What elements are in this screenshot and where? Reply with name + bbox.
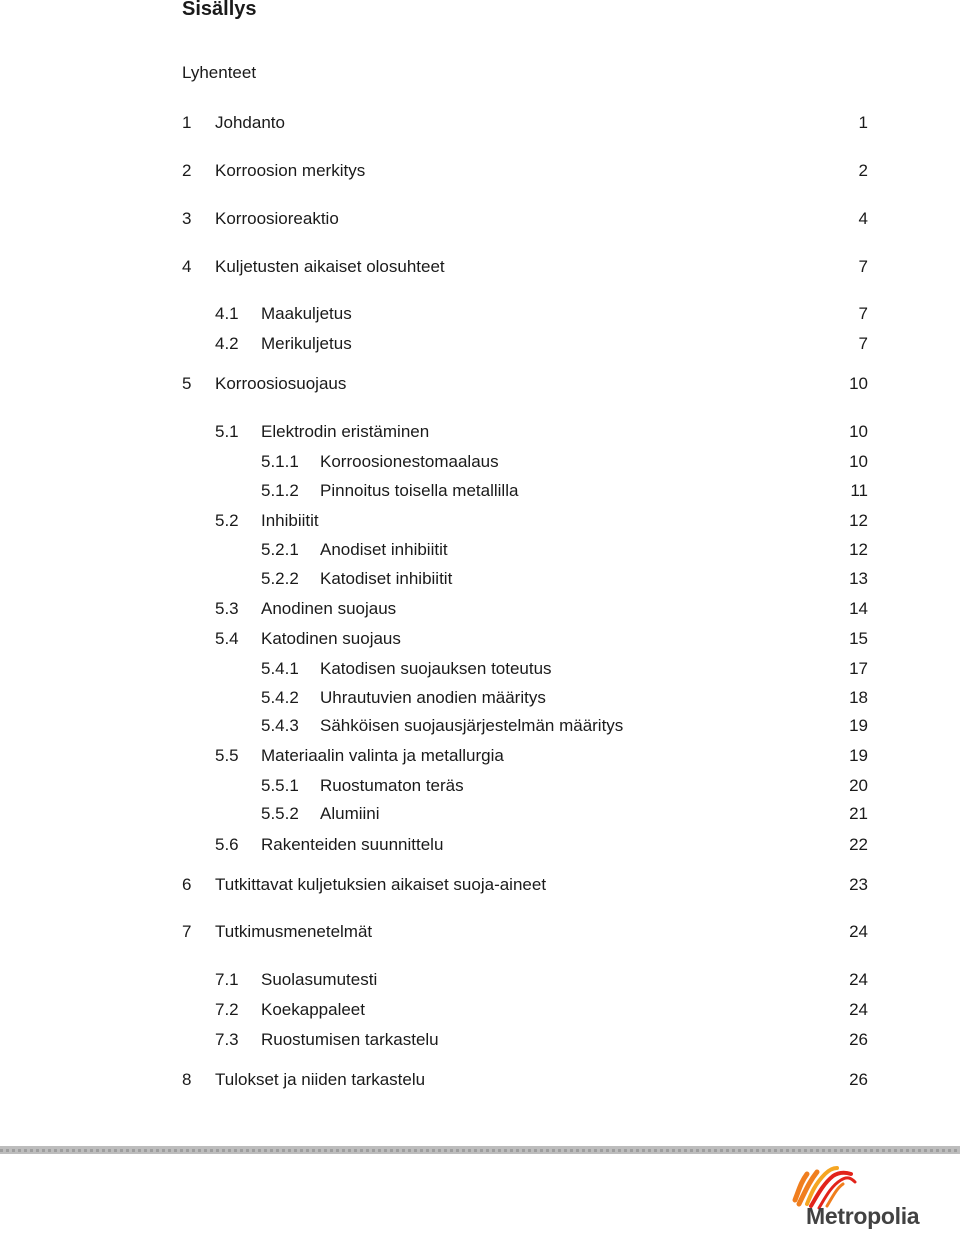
toc-entry[interactable]: [0, 745, 960, 767]
toc-entry[interactable]: [0, 969, 960, 991]
toc-entry-page: 23: [849, 875, 868, 894]
toc-entry-label: Korroosionestomaalaus: [320, 452, 499, 471]
toc-entry-label: Tutkimusmenetelmät: [215, 922, 373, 941]
toc-entry[interactable]: [0, 999, 960, 1021]
toc-entry-label: Korroosiosuojaus: [215, 374, 347, 393]
toc-entry-number: 5.6: [215, 835, 239, 854]
toc-entry[interactable]: [0, 598, 960, 620]
toc-entry-label: Suolasumutesti: [261, 970, 378, 989]
toc-entry-label: Sähköisen suojausjärjestelmän määritys: [320, 716, 624, 735]
toc-entry-page: 19: [849, 746, 868, 765]
toc-entry[interactable]: [0, 658, 960, 680]
toc-entry-label: Johdanto: [215, 113, 285, 132]
toc-entry-label: Alumiini: [320, 804, 380, 823]
toc-entry-label: Katodiset inhibiitit: [320, 569, 453, 588]
toc-entry-label: Merikuljetus: [261, 334, 352, 353]
toc-entry-label: Ruostumisen tarkastelu: [261, 1030, 439, 1049]
toc-entry-page: 12: [849, 540, 868, 559]
toc-entry-label: Koekappaleet: [261, 1000, 365, 1019]
toc-entry[interactable]: [0, 303, 960, 325]
logo-text: Metropolia: [806, 1203, 920, 1229]
toc-entry[interactable]: [0, 256, 960, 278]
toc-entry-page: 10: [849, 452, 868, 471]
toc-entry-page: 7: [858, 334, 868, 353]
toc-entry-page: 24: [849, 922, 868, 941]
page-title: Sisällys: [182, 0, 257, 20]
toc-entry-number: 5.1: [215, 422, 239, 441]
toc-entry-label: Tulokset ja niiden tarkastelu: [215, 1070, 426, 1089]
toc-entry[interactable]: [0, 160, 960, 182]
toc-entry-label: Katodisen suojauksen toteutus: [320, 659, 552, 678]
toc-entry[interactable]: [0, 687, 960, 709]
toc-entry[interactable]: [0, 333, 960, 355]
toc-entry-number: 5.2: [215, 511, 239, 530]
toc-entry-number: 7: [182, 922, 192, 941]
toc-entry-number: 5: [182, 374, 192, 393]
toc-entry-number: 5.2.2: [261, 569, 299, 588]
toc-entry-page: 14: [849, 599, 868, 618]
toc-entry[interactable]: [0, 834, 960, 856]
toc-entry-number: 5.4.3: [261, 716, 299, 735]
toc-entry-number: 5.1.2: [261, 481, 299, 500]
toc-entry[interactable]: [0, 775, 960, 797]
toc-entry-label: Katodinen suojaus: [261, 629, 401, 648]
toc-entry-number: 5.1.1: [261, 452, 299, 471]
toc-entry-page: 22: [849, 835, 868, 854]
toc-entry-number: 5.2.1: [261, 540, 299, 559]
toc-entry-page: 21: [849, 804, 868, 823]
toc-entry-number: 5.3: [215, 599, 239, 618]
toc-entry-number: 5.5: [215, 746, 239, 765]
toc-entry-page: 10: [849, 374, 868, 393]
toc-entry[interactable]: [0, 112, 960, 134]
toc-entry-number: 7.2: [215, 1000, 239, 1019]
toc-entry-label: Lyhenteet: [182, 63, 257, 82]
toc-entry[interactable]: [0, 1069, 960, 1091]
toc-entry-label: Uhrautuvien anodien määritys: [320, 688, 546, 707]
toc-entry-number: 5.4.2: [261, 688, 299, 707]
toc-entry-number: 5.5.1: [261, 776, 299, 795]
toc-entry[interactable]: [0, 62, 960, 84]
toc-entry[interactable]: [0, 628, 960, 650]
toc-entry-page: 4: [858, 209, 868, 228]
toc-entry[interactable]: [0, 874, 960, 896]
toc-entry-page: 19: [849, 716, 868, 735]
toc-entry-label: Korroosion merkitys: [215, 161, 366, 180]
toc-entry-label: Korroosioreaktio: [215, 209, 339, 228]
toc-entry-page: 2: [858, 161, 868, 180]
toc-entry-page: 20: [849, 776, 868, 795]
toc-entry-page: 24: [849, 970, 868, 989]
toc-entry-label: Pinnoitus toisella metallilla: [320, 481, 519, 500]
toc-entry-page: 10: [849, 422, 868, 441]
footer-band: [0, 1146, 960, 1158]
toc-entry[interactable]: [0, 1029, 960, 1051]
toc-entry[interactable]: [0, 921, 960, 943]
toc-entry[interactable]: [0, 715, 960, 737]
toc-entry-number: 4.2: [215, 334, 239, 353]
toc-entry-page: 1: [858, 113, 868, 132]
toc-entry-number: 2: [182, 161, 192, 180]
toc-entry-number: 5.4: [215, 629, 239, 648]
toc-entry[interactable]: [0, 451, 960, 473]
toc-entry-page: 26: [849, 1030, 868, 1049]
toc-entry-page: 15: [849, 629, 868, 648]
toc-entry-number: 5.5.2: [261, 804, 299, 823]
toc-entry-label: Anodinen suojaus: [261, 599, 397, 618]
toc-entry-number: 4: [182, 257, 192, 276]
toc-entry-label: Tutkittavat kuljetuksien aikaiset suoja-aineet: [215, 875, 547, 894]
toc-entry-page: 17: [849, 659, 868, 678]
toc-entry-number: 5.4.1: [261, 659, 299, 678]
toc-entry[interactable]: [0, 510, 960, 532]
toc-entry[interactable]: [0, 373, 960, 395]
toc-entry-page: 13: [849, 569, 868, 588]
toc-entry-page: 12: [849, 511, 868, 530]
toc-entry[interactable]: [0, 480, 960, 502]
toc-entry-number: 7.3: [215, 1030, 239, 1049]
toc-entry-page: 18: [849, 688, 868, 707]
toc-entry-number: 4.1: [215, 304, 239, 323]
toc-entry-number: 6: [182, 875, 192, 894]
toc-entry[interactable]: [0, 208, 960, 230]
toc-entry[interactable]: [0, 421, 960, 443]
toc-entry-page: 7: [858, 257, 868, 276]
toc-entry[interactable]: [0, 539, 960, 561]
toc-entry-label: Rakenteiden suunnittelu: [261, 835, 444, 854]
toc-entry-page: 24: [849, 1000, 868, 1019]
toc-entry[interactable]: [0, 568, 960, 590]
toc-entry-page: 11: [850, 481, 868, 500]
toc-entry-number: 3: [182, 209, 192, 228]
toc-entry-number: 1: [182, 113, 192, 132]
toc-entry-label: Ruostumaton teräs: [320, 776, 464, 795]
toc-entry-page: 26: [849, 1070, 868, 1089]
toc-entry-number: 7.1: [215, 970, 239, 989]
toc-entry-label: Kuljetusten aikaiset olosuhteet: [215, 257, 445, 276]
toc-entry-label: Maakuljetus: [261, 304, 352, 323]
toc-entry-label: Elektrodin eristäminen: [261, 422, 430, 441]
toc-entry-label: Materiaalin valinta ja metallurgia: [261, 746, 504, 765]
toc-entry-label: Anodiset inhibiitit: [320, 540, 448, 559]
toc-entry-number: 8: [182, 1070, 192, 1089]
toc-entry[interactable]: [0, 803, 960, 825]
toc-entry-label: Inhibiitit: [261, 511, 319, 530]
toc-entry-page: 7: [858, 304, 868, 323]
